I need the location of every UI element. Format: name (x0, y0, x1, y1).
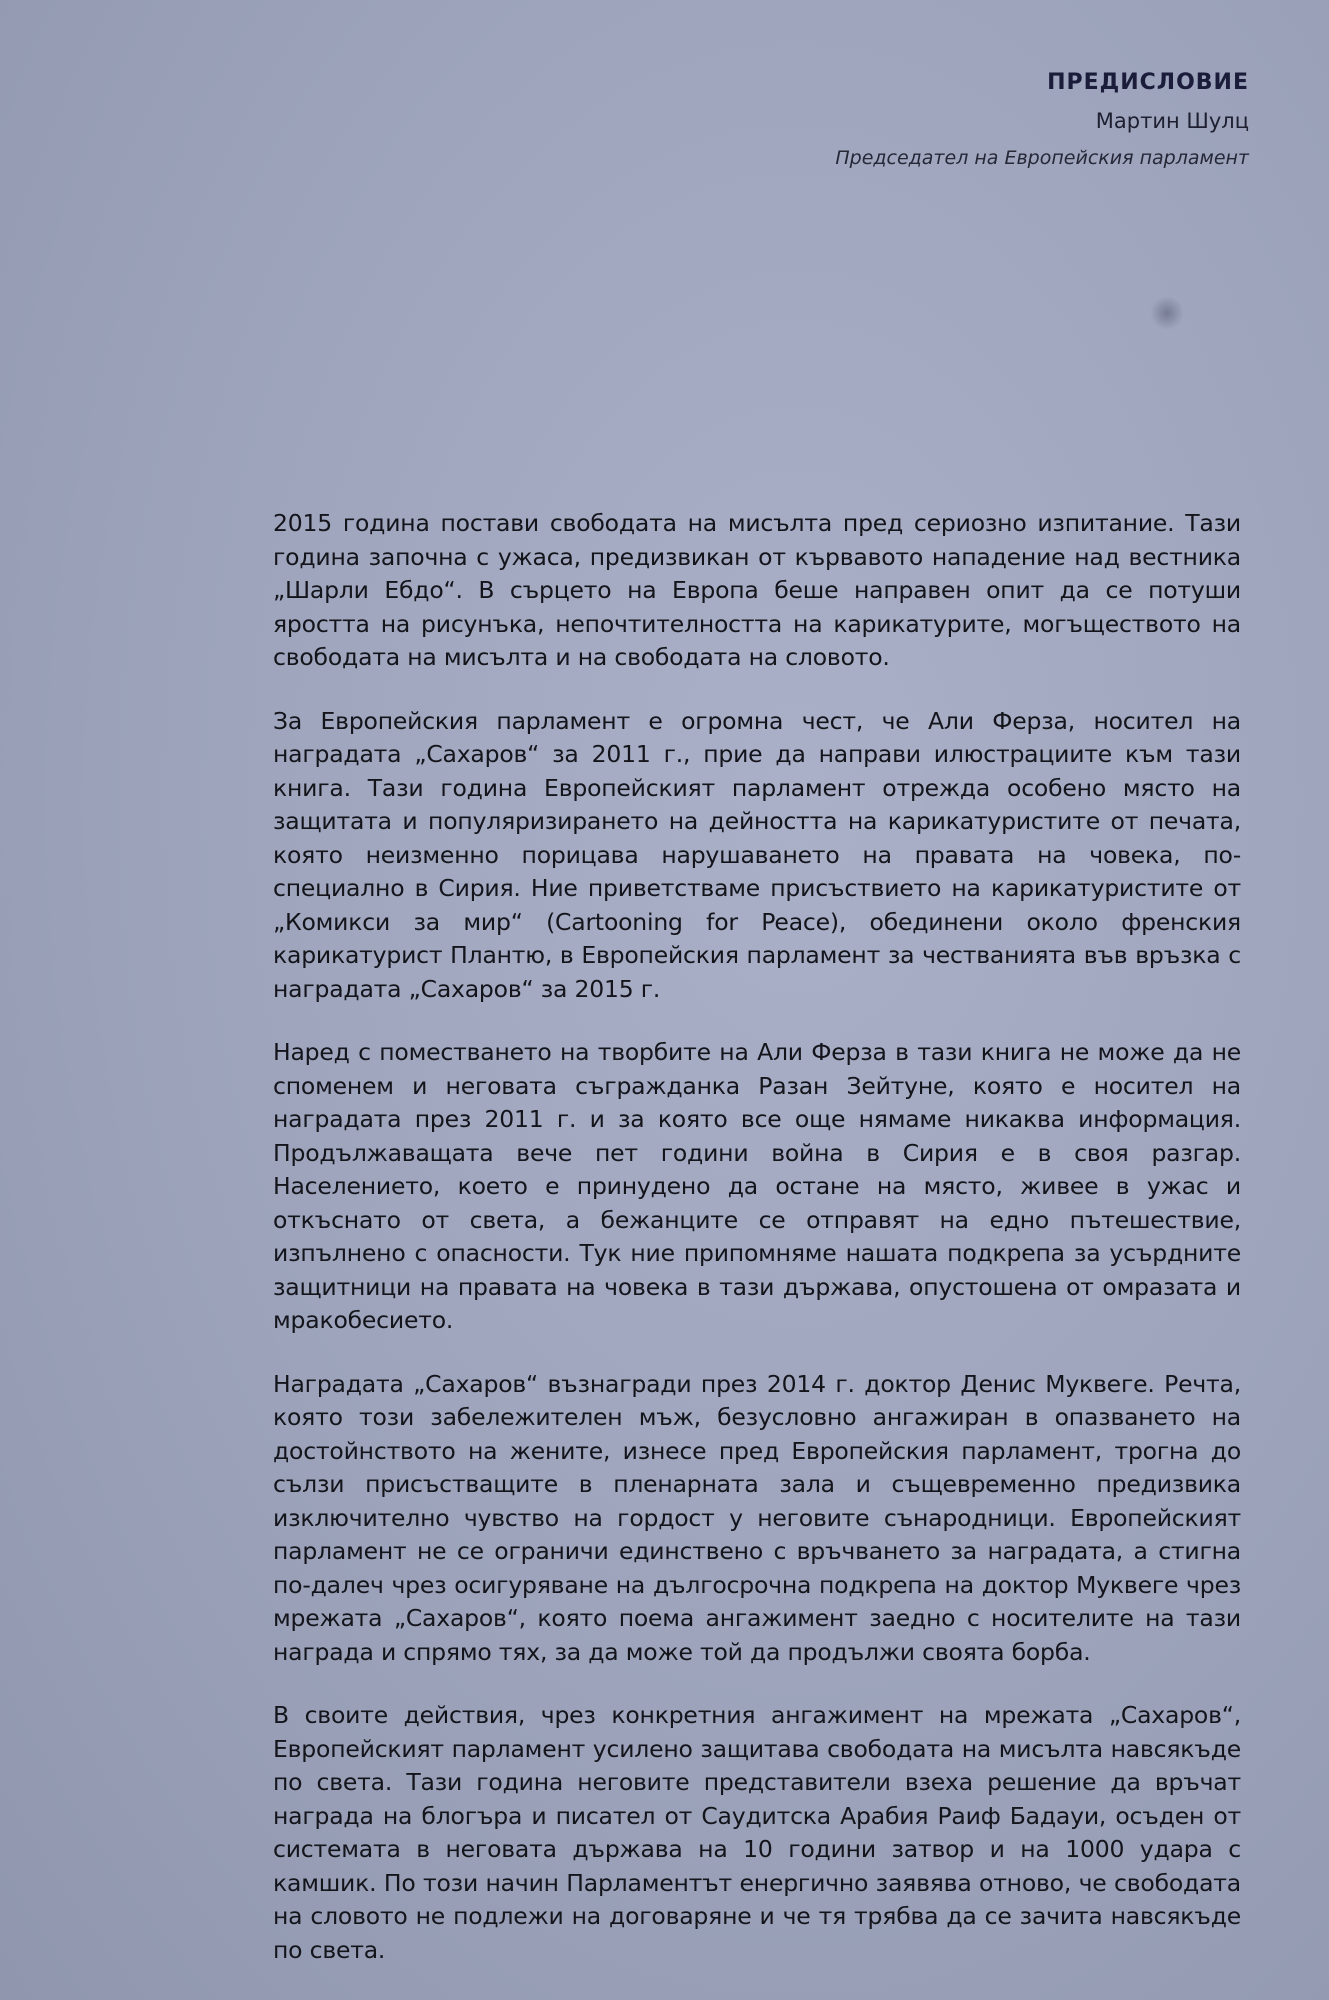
author-role: Председател на Европейския парламент (835, 147, 1249, 169)
paragraph-4: Наградата „Сахаров“ възнагради през 2014 г. доктор Денис Муквеге. Речта, която този забележителен мъж, безусловно ангажиран в опазването на достойнството на жените, изнесе пред Европейския парламент, трогна до сълзи присъстващите в пленарната зала и същевременно предизвика изключително чувство на гордост у неговите сънародници. Европейският парламент не се ограничи единствено с връчването за наградата, а стигна по-далеч чрез осигуряване на дългосрочна подкрепа на доктор Муквеге чрез мрежата „Сахаров“, която поема ангажимент заедно с носителите на тази награда и спрямо тях, за да може той да продължи своята борба. (273, 1369, 1241, 1666)
section-title: ПРЕДИСЛОВИЕ (1047, 70, 1249, 95)
dust-speck (1150, 296, 1184, 330)
author-name: Мартин Шулц (1095, 109, 1249, 133)
paragraph-5: В своите действия, чрез конкретния ангажимент на мрежата „Сахаров“, Европейският парламент усилено защитава свободата на мисълта навсякъде по света. Тази година неговите представители взеха решение да връчат награда на блогъра и писател от Саудитска Арабия Раиф Бадауи, осъден от системата в неговата държава на 10 години затвор и на 1000 удара с камшик. По този начин Парламентът енергично заявява отново, че свободата на словото не подлежи на договаряне и че тя трябва да се зачита навсякъде по света. (273, 1701, 1241, 1964)
body-text (273, 507, 1241, 1997)
header-block (549, 70, 1249, 169)
paragraph-3: Наред с поместването на творбите на Али Ферза в тази книга не може да не споменем и неговата съгражданка Разан Зейтуне, която е носител на наградата през 2011 г. и за която все още нямаме никаква информация. Продължаващата вече пет години война в Сирия е в своя разгар. Населението, което е принудено да остане на място, живее в ужас и откъснато от света, а бежанците се отправят на едно пътешествие, изпълнено с опасности. Тук ние припомняме нашата подкрепа за усърдните защитници на правата на човека в тази държава, опустошена от омразата и мракобесието. (273, 1038, 1241, 1334)
paragraph-2: За Европейския парламент е огромна чест, че Али Ферза, носител на наградата „Сахаров“ за 2011 г., прие да направи илюстрациите към тази книга. Тази година Европейският парламент отрежда особено място на защитата и популяризирането на дейността на карикатуристите от печата, която неизменно порицава нарушаването на правата на човека, по-специално в Сирия. Ние приветстваме присъствието на карикатуристите от „Комикси за мир“ (Cartooning for Peace), обединени около френския карикатурист Плантю, в Европейския парламент за честванията във връзка с наградата „Сахаров“ за 2015 г. (273, 706, 1241, 1003)
paragraph-1: 2015 година постави свободата на мисълта пред сериозно изпитание. Тази година започна с ужаса, предизвикан от кървавото нападение над вестника „Шарли Ебдо“. В сърцето на Европа беше направен опит да се потуши яростта на рисунъка, непочтителността на карикатурите, могъществото на свободата на мисълта и на свободата на словото. (273, 509, 1241, 671)
